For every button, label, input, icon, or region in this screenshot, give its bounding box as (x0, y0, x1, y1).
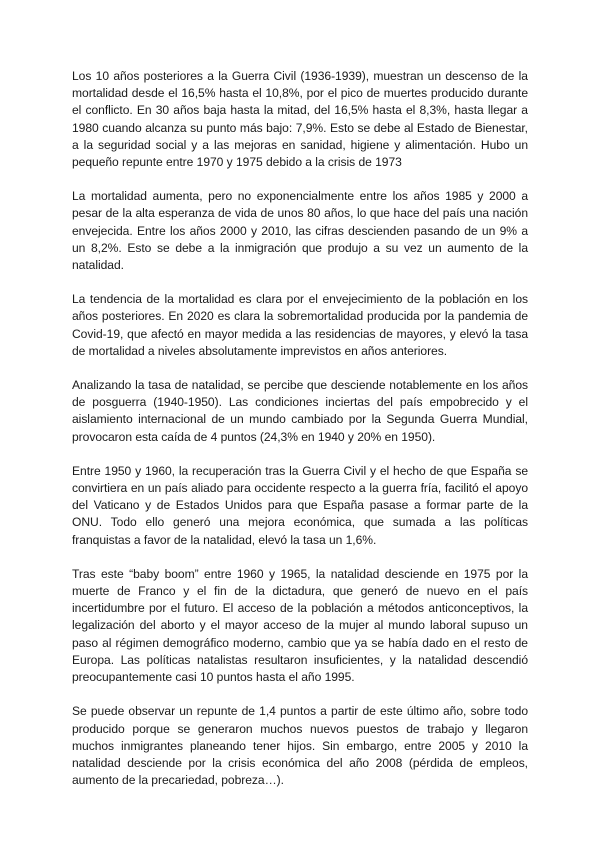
paragraph-mortality-postwar: Los 10 años posteriores a la Guerra Civil (1936-1939), muestran un descenso de la mortalidad desde el 16,5% hasta el 10,8%, por el pico de muertes producido durante el conflicto. En 30 años baja hasta la mitad, del 16,5% hasta el 8,3%, hasta llegar a 1980 cuando alcanza su punto más bajo: 7,9%. Esto se debe al Estado de Bienestar, a la seguridad social y a las mejoras en sanidad, higiene y alimentación. Hubo un pequeño repunte entre 1970 y 1975 debido a la crisis de 1973 (72, 69, 528, 170)
paragraph-natality-1950-1960: Entre 1950 y 1960, la recuperación tras la Guerra Civil y el hecho de que España se convirtiera en un país aliado para occidente respecto a la guerra fría, facilitó el apoyo del Vaticano y de Estados Unidos para que España pasase a formar parte de la ONU. Todo ello generó una mejora económica, que sumada a las políticas franquistas a favor de la natalidad, elevó la tasa un 1,6%. (72, 463, 528, 547)
paragraph-mortality-1985-2010: La mortalidad aumenta, pero no exponencialmente entre los años 1985 y 2000 a pesar de la alta esperanza de vida de unos 80 años, lo que hace del país una nación envejecida. Entre los años 2000 y 2010, las cifras descienden pasando de un 9% a un 8,2%. Esto se debe a la inmigración que produjo a su vez un aumento de la natalidad. (72, 189, 528, 273)
paragraph-natality-recent: Se puede observar un repunte de 1,4 puntos a partir de este último año, sobre todo producido porque se generaron muchos nuevos puestos de trabajo y llegaron muchos inmigrantes planeando tener hijos. Sin embargo, entre 2005 y 2010 la natalidad desciende por la crisis económica del año 2008 (pérdida de empleos, aumento de la precariedad, pobreza…). (72, 704, 528, 788)
paragraph-mortality-trend-covid: La tendencia de la mortalidad es clara por el envejecimiento de la población en los años posteriores. En 2020 es clara la sobremortalidad producida por la pandemia de Covid-19, que afectó en mayor medida a las residencias de mayores, y elevó la tasa de mortalidad a niveles absolutamente imprevistos en años anteriores. (72, 292, 528, 358)
paragraph-natality-postwar: Analizando la tasa de natalidad, se percibe que desciende notablemente en los años de posguerra (1940-1950). Las condiciones inciertas del país empobrecido y el aislamiento internacional de un mundo cambiado por la Segunda Guerra Mundial, provocaron esta caída de 4 puntos (24,3% en 1940 y 20% en 1950). (72, 378, 528, 444)
paragraph-natality-baby-boom: Tras este “baby boom” entre 1960 y 1965, la natalidad desciende en 1975 por la muerte de Franco y el fin de la dictadura, que generó de nuevo en el país incertidumbre por el futuro. El acceso de la población a métodos anticonceptivos, la legalización del aborto y el mayor acceso de la mujer al mundo laboral supuso un paso al régimen demográfico moderno, cambio que ya se había dado en el resto de Europa. Las políticas natalistas resultaron insuficientes, y la natalidad descendió preocupantemente casi 10 puntos hasta el año 1995. (72, 566, 528, 685)
document-page (72, 68, 528, 806)
